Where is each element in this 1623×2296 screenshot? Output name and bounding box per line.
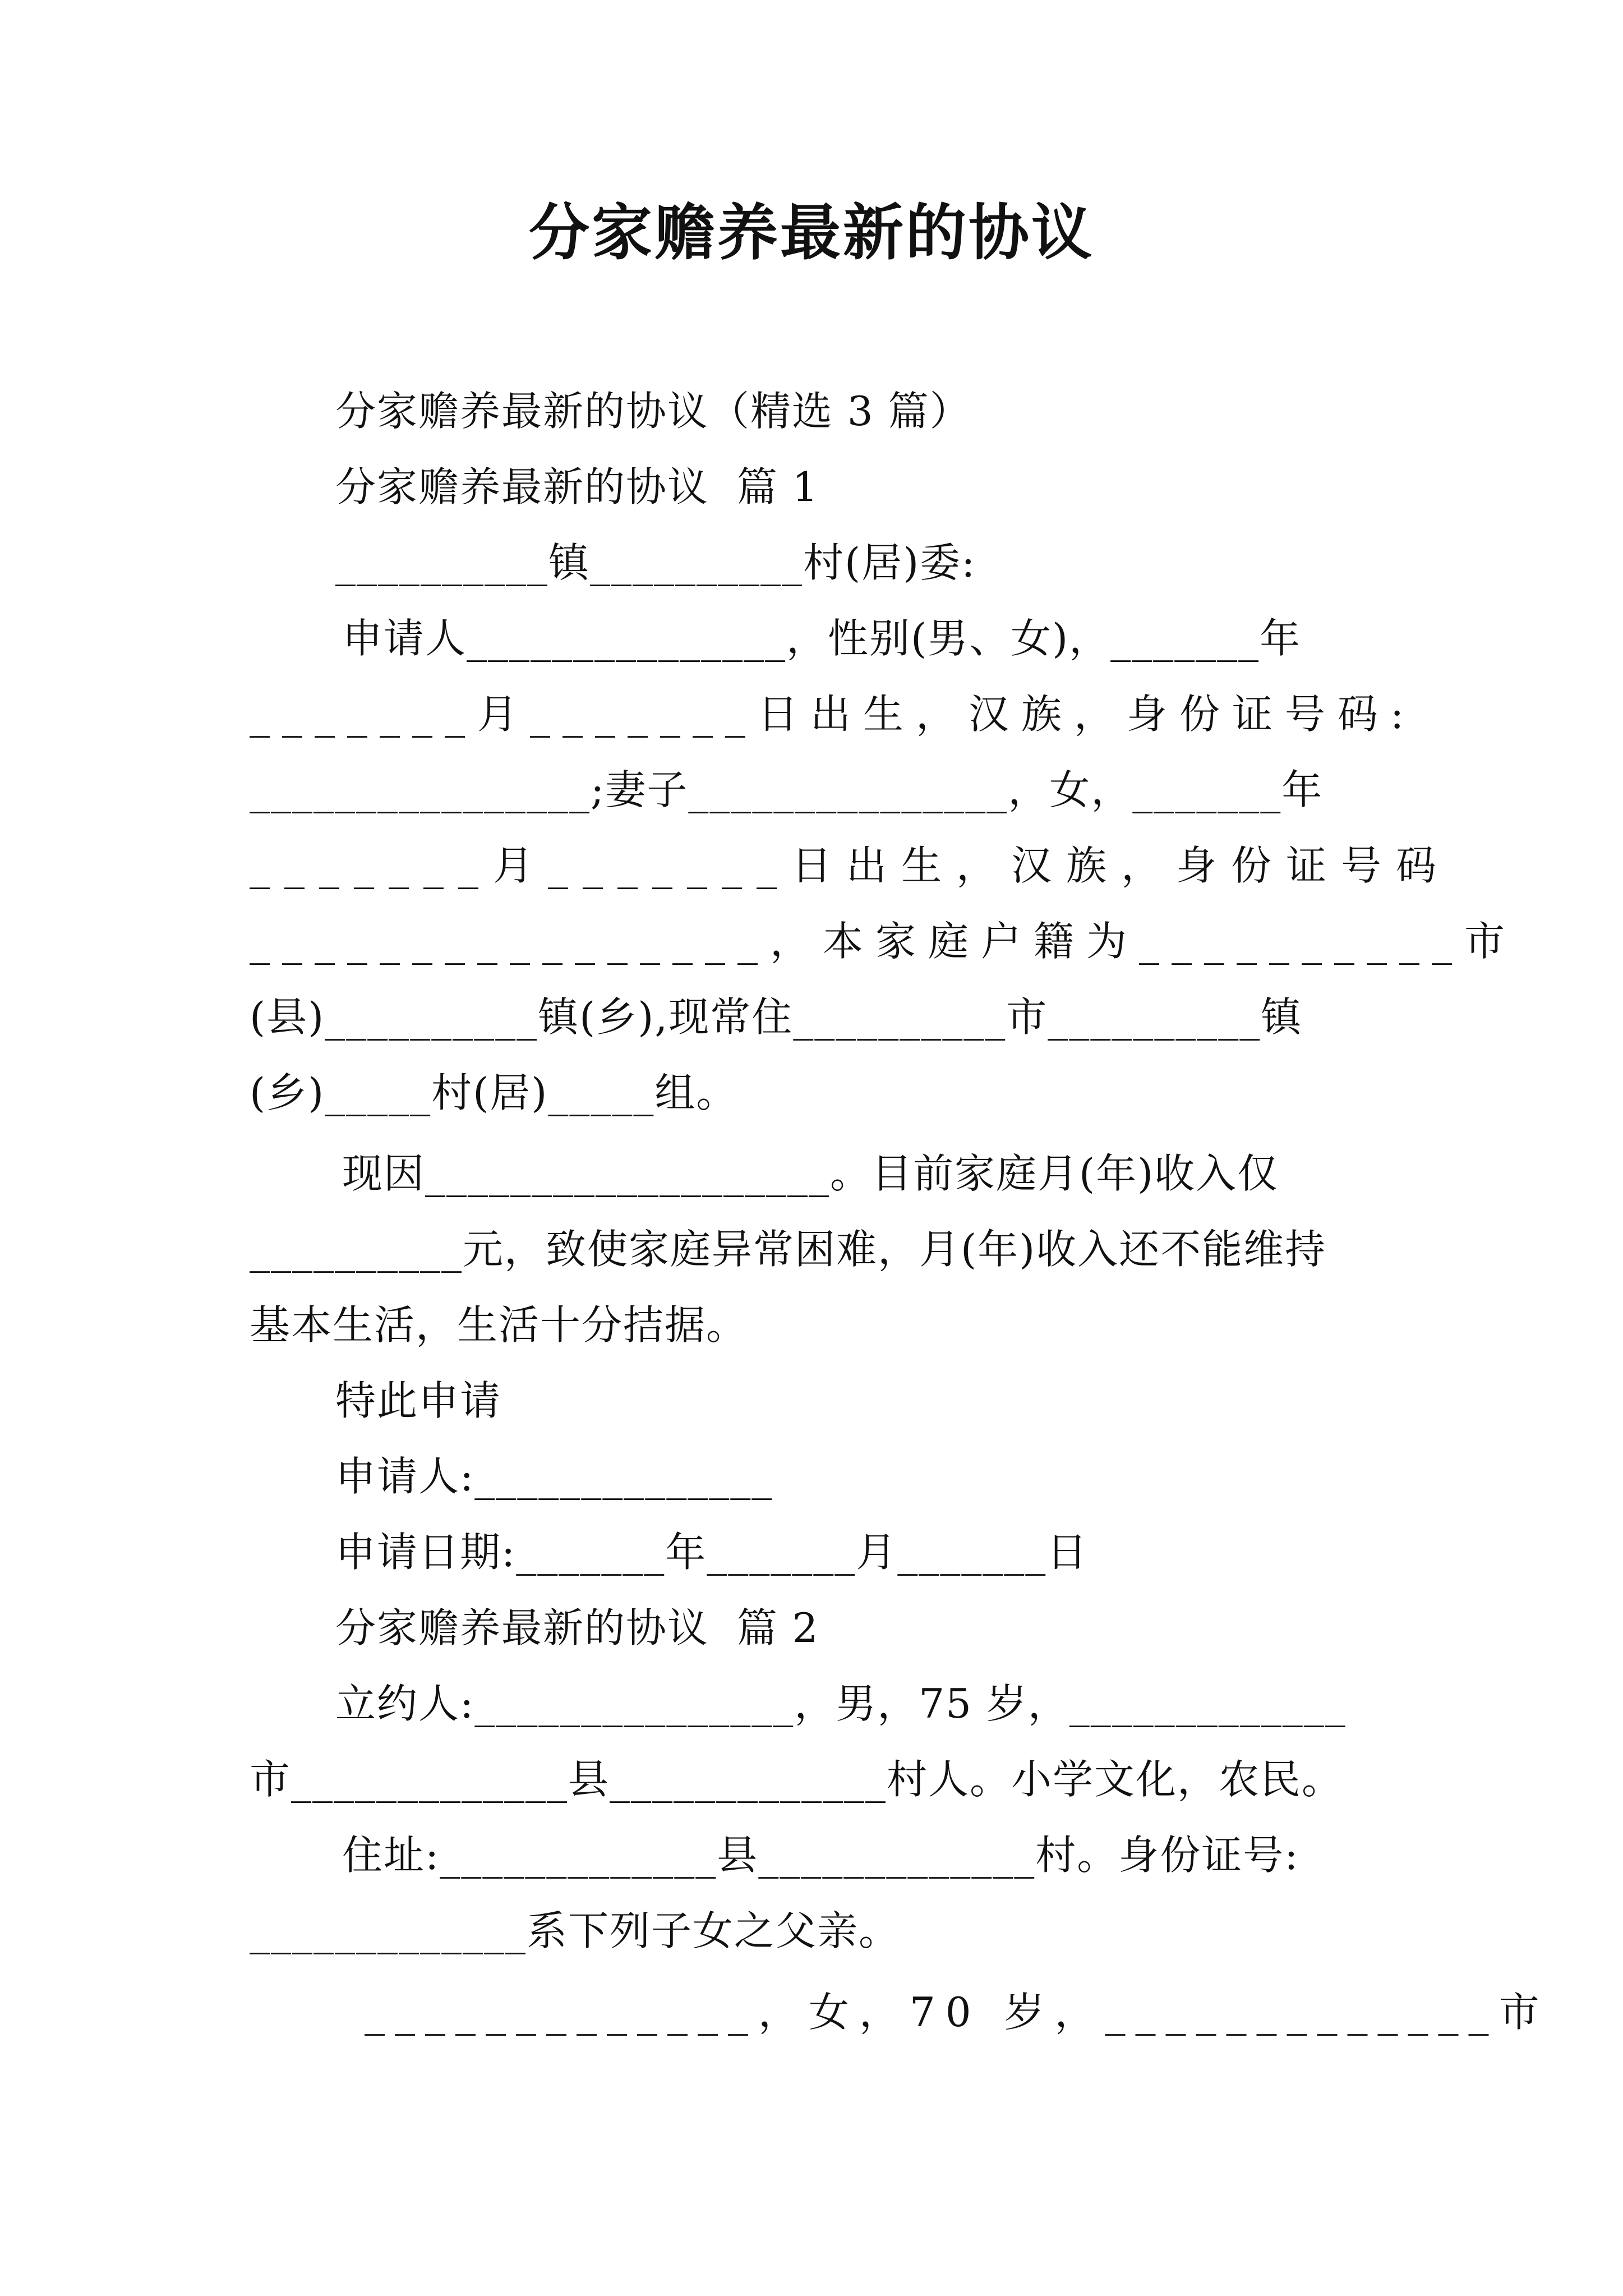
text-line: 住址:_____________县_____________村。身份证号:: [342, 1832, 1299, 1879]
text-line: _______月_______日出生，汉族，身份证号码: [250, 842, 1451, 889]
text-line: 申请人:______________: [335, 1453, 773, 1500]
text-line: (县)__________镇(乡),现常住__________市__________镇: [250, 993, 1303, 1041]
text-line: 申请人_______________，性别(男、女)，_______年: [342, 615, 1302, 662]
text-line: 现因___________________。目前家庭月(年)收入仅: [342, 1150, 1279, 1197]
text-line: ________________，本家庭户籍为__________市: [250, 918, 1518, 965]
text-line: _______月_______日出生，汉族，身份证号码:: [250, 691, 1417, 738]
text-line: __________镇__________村(居)委:: [335, 539, 976, 586]
text-line: __________元，致使家庭异常困难，月(年)收入还不能维持: [250, 1226, 1327, 1273]
text-line: 市_____________县_____________村人。小学文化，农民。: [250, 1756, 1344, 1803]
text-line: ________________;妻子_______________，女，_______年: [250, 766, 1324, 813]
text-line: (乡)_____村(居)_____组。: [250, 1069, 738, 1116]
text-line: 立约人:_______________，男，75 岁，_____________: [335, 1680, 1347, 1727]
text-line: 申请日期:_______年_______月_______日: [335, 1529, 1089, 1576]
text-line: _____________，女，70 岁，_____________市: [365, 1989, 1550, 2036]
text-line: _____________系下列子女之父亲。: [250, 1907, 901, 1954]
document-title: 分家赡养最新的协议: [528, 197, 1094, 268]
text-line: 分家赡养最新的协议 篇 2: [335, 1604, 819, 1651]
text-line: 特此申请: [335, 1377, 502, 1424]
text-line: 分家赡养最新的协议（精选 3 篇）: [335, 388, 971, 435]
text-line: 基本生活，生活十分拮据。: [250, 1301, 748, 1349]
text-line: 分家赡养最新的协议 篇 1: [335, 463, 819, 510]
